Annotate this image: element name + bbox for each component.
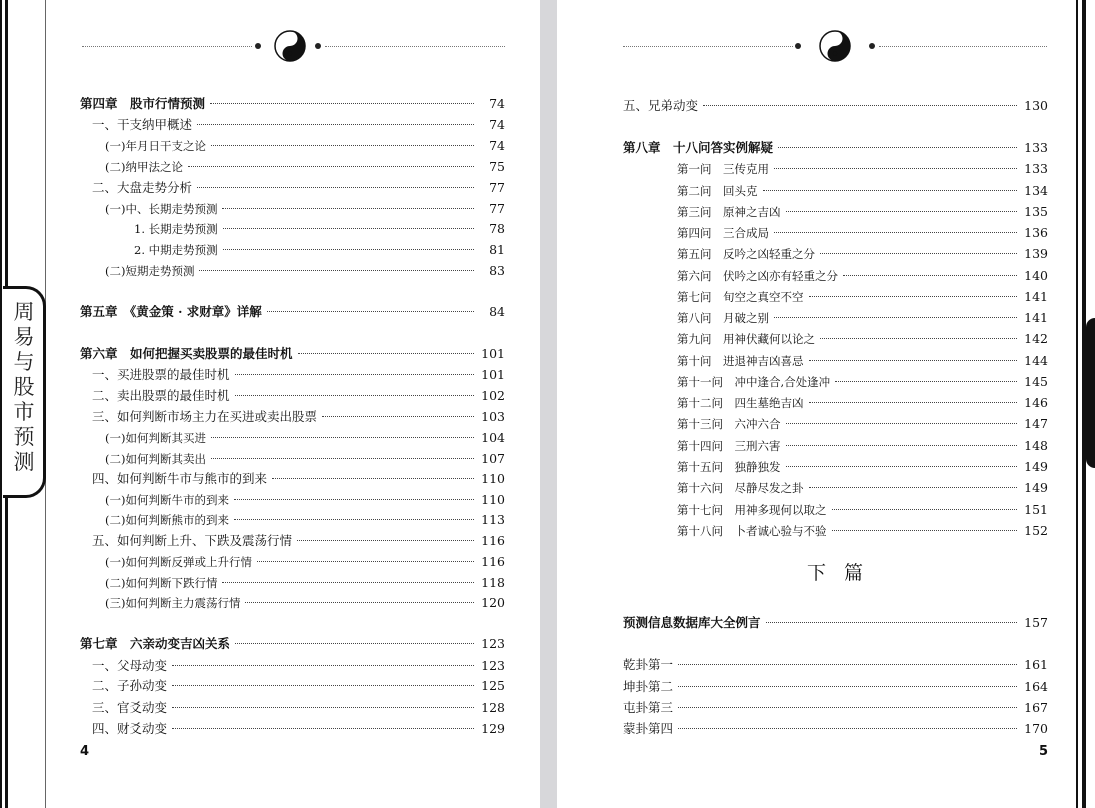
toc-entry-page: 151 bbox=[1024, 502, 1048, 517]
toc-entry-title: 乾卦第一 bbox=[623, 657, 674, 672]
toc-entry-page: 167 bbox=[1024, 700, 1048, 715]
toc-entry bbox=[105, 593, 505, 613]
toc-leader-dots bbox=[223, 228, 474, 229]
section-heading: 下篇 bbox=[807, 562, 882, 584]
toc-entry-title: 第四问 三合成局 bbox=[677, 226, 769, 240]
toc-entry-title: 二、子孙动变 bbox=[92, 678, 168, 693]
header-rule-left bbox=[623, 46, 793, 47]
toc-entry-title: 第十一问 冲中逢合,合处逢冲 bbox=[677, 375, 831, 389]
toc-leader-dots bbox=[809, 402, 1018, 403]
toc-entry-title: 第七问 旬空之真空不空 bbox=[677, 290, 804, 304]
toc-entry-page: 152 bbox=[1024, 523, 1048, 538]
toc-leader-dots bbox=[222, 208, 474, 209]
toc-entry bbox=[80, 634, 505, 654]
toc-leader-dots bbox=[235, 374, 474, 375]
toc-entry-page: 125 bbox=[481, 678, 505, 693]
toc-entry-title: 四、财爻动变 bbox=[92, 721, 168, 736]
toc-leader-dots bbox=[809, 487, 1018, 488]
toc-leader-dots bbox=[786, 211, 1018, 212]
toc-entry-title: 三、如何判断市场主力在买进或卖出股票 bbox=[92, 409, 318, 424]
toc-leader-dots bbox=[678, 686, 1017, 687]
toc-leader-dots bbox=[786, 445, 1018, 446]
toc-leader-dots bbox=[172, 707, 474, 708]
toc-entry-title: (二)如何判断熊市的到来 bbox=[105, 513, 229, 527]
toc-entry-page: 116 bbox=[481, 533, 505, 548]
toc-leader-dots bbox=[297, 540, 474, 541]
toc-entry bbox=[677, 478, 1048, 498]
toc-entry-title: 第八问 月破之别 bbox=[677, 311, 769, 325]
spine-title: 周 易 与 股 市 预 测 bbox=[13, 300, 35, 474]
toc-entry-page: 123 bbox=[481, 658, 505, 673]
toc-entry bbox=[92, 386, 505, 406]
toc-entry-page: 113 bbox=[481, 512, 505, 527]
toc-entry-title: 一、父母动变 bbox=[92, 658, 168, 673]
toc-entry-page: 157 bbox=[1024, 615, 1048, 630]
toc-entry-title: 第六章 如何把握买卖股票的最佳时机 bbox=[80, 346, 293, 361]
toc-entry-title: 第十问 进退神吉凶喜忌 bbox=[677, 354, 804, 368]
toc-leader-dots bbox=[257, 561, 474, 562]
toc-entry bbox=[623, 655, 1048, 675]
toc-leader-dots bbox=[172, 665, 474, 666]
toc-entry-page: 129 bbox=[481, 721, 505, 736]
toc-entry bbox=[80, 94, 505, 114]
toc-entry bbox=[677, 457, 1048, 477]
toc-entry-page: 78 bbox=[489, 221, 505, 236]
toc-entry-page: 107 bbox=[481, 451, 505, 466]
toc-leader-dots bbox=[678, 707, 1017, 708]
toc-entry-title: (三)如何判断主力震荡行情 bbox=[105, 596, 241, 610]
toc-entry-title: 预测信息数据库大全例言 bbox=[623, 615, 761, 630]
toc-leader-dots bbox=[172, 685, 474, 686]
toc-entry bbox=[80, 302, 505, 322]
toc-entry-title: 第五问 反吟之凶轻重之分 bbox=[677, 247, 815, 261]
toc-entry-title: (一)如何判断反弹或上升行情 bbox=[105, 555, 252, 569]
toc-entry bbox=[92, 178, 505, 198]
toc-entry bbox=[105, 490, 505, 510]
toc-leader-dots bbox=[809, 360, 1018, 361]
right-border-rule bbox=[1076, 0, 1078, 808]
toc-entry bbox=[677, 266, 1048, 286]
toc-entry bbox=[623, 698, 1048, 718]
toc-entry-title: 第六问 伏吟之凶亦有轻重之分 bbox=[677, 269, 838, 283]
toc-entry-title: (二)短期走势预测 bbox=[105, 264, 195, 278]
toc-entry-title: 二、大盘走势分析 bbox=[92, 180, 193, 195]
toc-entry bbox=[623, 719, 1048, 739]
toc-entry-page: 104 bbox=[481, 430, 505, 445]
toc-leader-dots bbox=[234, 499, 474, 500]
toc-entry-page: 75 bbox=[489, 159, 505, 174]
toc-leader-dots bbox=[786, 466, 1018, 467]
toc-entry-title: 1. 长期走势预测 bbox=[134, 222, 218, 236]
toc-leader-dots bbox=[298, 353, 474, 354]
toc-leader-dots bbox=[703, 105, 1017, 106]
toc-entry-title: 第十八问 卜者诚心验与不验 bbox=[677, 524, 827, 538]
toc-entry-title: 第十六问 尽静尽发之卦 bbox=[677, 481, 804, 495]
toc-leader-dots bbox=[774, 317, 1017, 318]
toc-entry bbox=[677, 372, 1048, 392]
toc-entry-page: 133 bbox=[1024, 140, 1048, 155]
toc-entry-title: 第二问 回头克 bbox=[677, 184, 758, 198]
left-border-rule bbox=[0, 0, 2, 808]
right-spine-tab bbox=[1086, 318, 1095, 468]
toc-entry-page: 103 bbox=[481, 409, 505, 424]
toc-leader-dots bbox=[832, 530, 1018, 531]
toc-entry-title: (二)如何判断下跌行情 bbox=[105, 576, 218, 590]
toc-entry-title: (二)如何判断其卖出 bbox=[105, 452, 206, 466]
toc-entry bbox=[677, 159, 1048, 179]
toc-leader-dots bbox=[774, 232, 1017, 233]
toc-entry bbox=[134, 219, 505, 239]
toc-entry-title: (一)年月日干支之论 bbox=[105, 139, 206, 153]
toc-entry-title: 蒙卦第四 bbox=[623, 721, 674, 736]
toc-entry-title: 坤卦第二 bbox=[623, 679, 674, 694]
toc-entry-page: 130 bbox=[1024, 98, 1048, 113]
toc-leader-dots bbox=[820, 338, 1017, 339]
toc-leader-dots bbox=[223, 249, 474, 250]
toc-leader-dots bbox=[235, 643, 474, 644]
header-rule-right bbox=[879, 46, 1047, 47]
toc-leader-dots bbox=[774, 168, 1017, 169]
toc-leader-dots bbox=[766, 622, 1017, 623]
toc-entry-page: 136 bbox=[1024, 225, 1048, 240]
toc-entry bbox=[677, 202, 1048, 222]
toc-entry bbox=[92, 531, 505, 551]
header-dot bbox=[869, 43, 875, 49]
toc-entry bbox=[105, 136, 505, 156]
toc-entry bbox=[105, 573, 505, 593]
toc-entry-page: 84 bbox=[489, 304, 505, 319]
toc-entry-page: 123 bbox=[481, 636, 505, 651]
toc-entry-title: 四、如何判断牛市与熊市的到来 bbox=[92, 471, 268, 486]
header-rule-right bbox=[325, 46, 505, 47]
toc-entry bbox=[105, 552, 505, 572]
toc-leader-dots bbox=[188, 166, 474, 167]
toc-entry-title: 第一问 三传克用 bbox=[677, 162, 769, 176]
toc-entry-page: 74 bbox=[489, 117, 505, 132]
toc-entry bbox=[92, 115, 505, 135]
toc-leader-dots bbox=[786, 423, 1018, 424]
toc-entry-title: 一、干支纳甲概述 bbox=[92, 117, 193, 132]
toc-leader-dots bbox=[211, 145, 474, 146]
page-number: 5 bbox=[1039, 744, 1049, 759]
header-dot bbox=[315, 43, 321, 49]
toc-leader-dots bbox=[843, 275, 1017, 276]
toc-entry-page: 74 bbox=[489, 138, 505, 153]
toc-entry-page: 149 bbox=[1024, 480, 1048, 495]
yin-yang-icon bbox=[819, 30, 851, 62]
toc-entry bbox=[623, 138, 1048, 158]
toc-entry-title: (一)中、长期走势预测 bbox=[105, 202, 218, 216]
toc-entry bbox=[623, 677, 1048, 697]
toc-entry bbox=[92, 407, 505, 427]
toc-entry-page: 170 bbox=[1024, 721, 1048, 736]
toc-entry-page: 164 bbox=[1024, 679, 1048, 694]
toc-entry-page: 120 bbox=[481, 595, 505, 610]
toc-leader-dots bbox=[210, 103, 474, 104]
toc-entry-title: 第十五问 独静独发 bbox=[677, 460, 781, 474]
toc-leader-dots bbox=[197, 187, 474, 188]
toc-entry-title: 2. 中期走势预测 bbox=[134, 243, 218, 257]
toc-entry bbox=[623, 613, 1048, 633]
toc-entry-page: 102 bbox=[481, 388, 505, 403]
toc-entry-page: 161 bbox=[1024, 657, 1048, 672]
toc-entry-page: 142 bbox=[1024, 331, 1048, 346]
toc-entry bbox=[677, 223, 1048, 243]
toc-entry-page: 128 bbox=[481, 700, 505, 715]
toc-entry-title: 第九问 用神伏藏何以论之 bbox=[677, 332, 815, 346]
toc-entry-page: 145 bbox=[1024, 374, 1048, 389]
toc-leader-dots bbox=[763, 190, 1018, 191]
toc-entry-title: 屯卦第三 bbox=[623, 700, 674, 715]
toc-entry bbox=[105, 199, 505, 219]
toc-entry bbox=[677, 521, 1048, 541]
toc-leader-dots bbox=[809, 296, 1018, 297]
toc-entry-page: 146 bbox=[1024, 395, 1048, 410]
toc-leader-dots bbox=[172, 728, 474, 729]
toc-entry-page: 139 bbox=[1024, 246, 1048, 261]
toc-entry-page: 81 bbox=[489, 242, 505, 257]
toc-entry-page: 148 bbox=[1024, 438, 1048, 453]
toc-entry bbox=[677, 308, 1048, 328]
toc-entry bbox=[92, 698, 505, 718]
toc-entry bbox=[677, 393, 1048, 413]
toc-entry-page: 134 bbox=[1024, 183, 1048, 198]
toc-leader-dots bbox=[211, 458, 474, 459]
toc-entry-page: 133 bbox=[1024, 161, 1048, 176]
toc-entry bbox=[677, 436, 1048, 456]
left-page bbox=[0, 0, 540, 808]
toc-entry-page: 118 bbox=[481, 575, 505, 590]
page-number: 4 bbox=[80, 744, 90, 759]
toc-entry bbox=[677, 414, 1048, 434]
toc-leader-dots bbox=[272, 478, 474, 479]
toc-entry bbox=[105, 157, 505, 177]
toc-entry bbox=[134, 240, 505, 260]
toc-entry-title: 第五章 《黄金策 · 求财章》详解 bbox=[80, 304, 262, 319]
toc-leader-dots bbox=[235, 395, 474, 396]
toc-entry-page: 141 bbox=[1024, 289, 1048, 304]
toc-entry-title: 第八章 十八问答实例解疑 bbox=[623, 140, 774, 155]
toc-entry bbox=[677, 244, 1048, 264]
toc-entry-title: 一、买进股票的最佳时机 bbox=[92, 367, 230, 382]
toc-entry-page: 110 bbox=[481, 471, 505, 486]
header-dot bbox=[255, 43, 261, 49]
toc-entry bbox=[677, 351, 1048, 371]
toc-entry bbox=[92, 676, 505, 696]
toc-entry-title: 第十四问 三刑六害 bbox=[677, 439, 781, 453]
toc-entry bbox=[92, 719, 505, 739]
toc-entry-title: (一)如何判断其买进 bbox=[105, 431, 206, 445]
toc-entry bbox=[105, 510, 505, 530]
toc-entry bbox=[105, 449, 505, 469]
toc-entry bbox=[677, 181, 1048, 201]
toc-leader-dots bbox=[199, 270, 474, 271]
toc-entry-page: 116 bbox=[481, 554, 505, 569]
toc-entry-page: 141 bbox=[1024, 310, 1048, 325]
toc-leader-dots bbox=[222, 582, 474, 583]
toc-entry-title: 五、兄弟动变 bbox=[623, 98, 699, 113]
toc-leader-dots bbox=[820, 253, 1017, 254]
toc-entry bbox=[623, 96, 1048, 116]
toc-entry-title: 二、卖出股票的最佳时机 bbox=[92, 388, 230, 403]
toc-entry-title: 第十三问 六冲六合 bbox=[677, 417, 781, 431]
toc-leader-dots bbox=[267, 311, 474, 312]
toc-entry bbox=[677, 500, 1048, 520]
toc-entry-page: 140 bbox=[1024, 268, 1048, 283]
toc-entry-page: 83 bbox=[489, 263, 505, 278]
toc-entry-title: (一)如何判断牛市的到来 bbox=[105, 493, 229, 507]
toc-entry-title: 第十七问 用神多现何以取之 bbox=[677, 503, 827, 517]
toc-entry-page: 74 bbox=[489, 96, 505, 111]
toc-entry-page: 149 bbox=[1024, 459, 1048, 474]
toc-entry-title: 第四章 股市行情预测 bbox=[80, 96, 206, 111]
toc-entry-page: 144 bbox=[1024, 353, 1048, 368]
toc-leader-dots bbox=[835, 381, 1017, 382]
toc-leader-dots bbox=[778, 147, 1017, 148]
toc-entry bbox=[92, 656, 505, 676]
toc-entry-page: 101 bbox=[481, 367, 505, 382]
toc-entry-page: 101 bbox=[481, 346, 505, 361]
toc-entry-title: 五、如何判断上升、下跌及震荡行情 bbox=[92, 533, 293, 548]
toc-entry-title: 三、官爻动变 bbox=[92, 700, 168, 715]
toc-entry bbox=[677, 329, 1048, 349]
header-dot bbox=[795, 43, 801, 49]
toc-leader-dots bbox=[322, 416, 474, 417]
toc-entry bbox=[105, 261, 505, 281]
yin-yang-icon bbox=[274, 30, 306, 62]
toc-entry-title: 第三问 原神之吉凶 bbox=[677, 205, 781, 219]
toc-leader-dots bbox=[234, 519, 474, 520]
toc-entry-page: 110 bbox=[481, 492, 505, 507]
toc-leader-dots bbox=[832, 509, 1018, 510]
toc-entry-page: 77 bbox=[489, 180, 505, 195]
toc-entry-title: 第七章 六亲动变吉凶关系 bbox=[80, 636, 231, 651]
toc-leader-dots bbox=[245, 602, 474, 603]
toc-leader-dots bbox=[678, 728, 1017, 729]
toc-leader-dots bbox=[678, 664, 1017, 665]
toc-entry bbox=[80, 344, 505, 364]
toc-entry-title: (二)纳甲法之论 bbox=[105, 160, 183, 174]
toc-entry bbox=[92, 469, 505, 489]
toc-entry bbox=[105, 428, 505, 448]
toc-leader-dots bbox=[211, 437, 474, 438]
toc-entry-page: 77 bbox=[489, 201, 505, 216]
header-rule-left bbox=[82, 46, 252, 47]
toc-entry-page: 135 bbox=[1024, 204, 1048, 219]
toc-leader-dots bbox=[197, 124, 474, 125]
toc-entry-page: 147 bbox=[1024, 416, 1048, 431]
toc-entry-title: 第十二问 四生墓绝吉凶 bbox=[677, 396, 804, 410]
toc-entry bbox=[677, 287, 1048, 307]
right-page bbox=[557, 0, 1095, 808]
toc-entry bbox=[92, 365, 505, 385]
